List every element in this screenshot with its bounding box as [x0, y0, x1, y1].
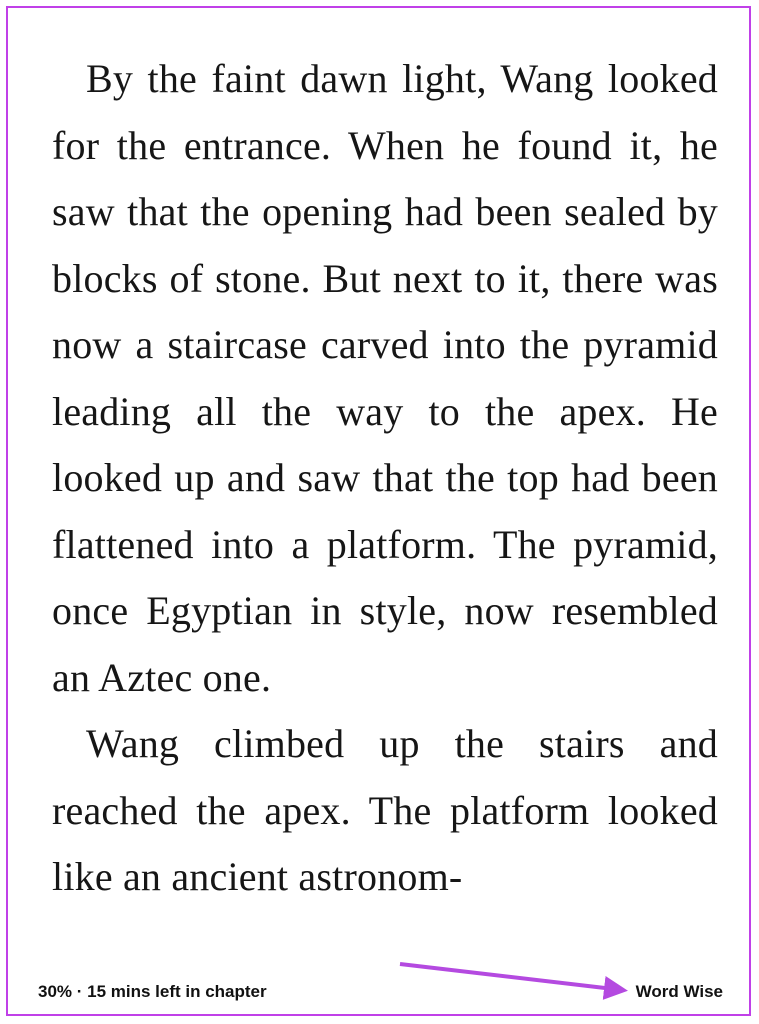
- ebook-reader-page: [6, 6, 751, 1016]
- book-text-content: [52, 46, 718, 956]
- reading-progress-label: 30% · 15 mins left in chapter: [38, 982, 267, 1001]
- paragraph: By the faint dawn light, Wang looked for the entrance. When he found it, he saw that the opening had been sealed by blocks of stone. But next to it, there was now a staircase carved into the pyramid leading all the way to the apex. He looked up and saw that the top had been flattened into a platform. The pyramid, once Egyptian in style, now resembled an Aztec one.: [52, 56, 718, 700]
- word-wise-button[interactable]: Word Wise: [635, 982, 723, 1001]
- paragraph: Wang climbed up the stairs and reached the apex. The platform looked like an ancient astronom-: [52, 721, 718, 899]
- status-bar: [8, 960, 753, 1014]
